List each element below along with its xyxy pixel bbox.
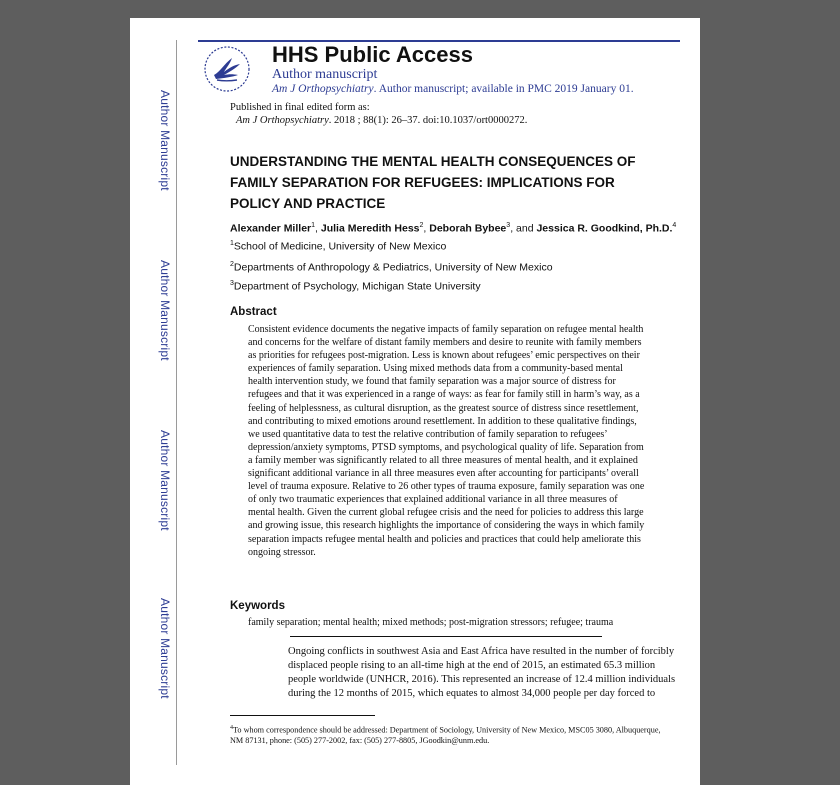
citation-journal: Am J Orthopsychiatry: [272, 83, 374, 95]
section-rule: [290, 636, 602, 637]
abstract-line: mental health. Given the current global refugee crisis and the need for policies to address this large: [248, 507, 644, 519]
affiliation-text: School of Medicine, University of New Mexico: [233, 240, 447, 253]
published-details: . 2018 ; 88(1): 26–37. doi:10.1037/ort0000272.: [328, 115, 528, 126]
abstract-line: level of trauma exposure. Relative to 26 other types of trauma exposure, family separation was one: [248, 481, 645, 493]
abstract-line: depression/anxiety symptoms, PTSD symptoms, and psychological quality of life. Separation from: [248, 441, 644, 453]
hhs-public-access-title: HHS Public Access: [272, 42, 473, 67]
abstract-line: and concerns for the welfare of distant family members and desire to reunite with family members: [248, 337, 642, 349]
footnote-line: NM 87131, phone: (505) 277-2002, fax: (505) 277-8805, JGoodkin@unm.edu.: [230, 736, 490, 746]
intro-line: people worldwide (UNHCR, 2016). This represented an increase of 12.4 million individuals: [288, 674, 676, 685]
author-separator: ,: [315, 222, 321, 235]
author-separator: , and: [510, 222, 537, 235]
published-in-block: [230, 101, 527, 127]
side-label-author-manuscript: Author Manuscript: [158, 598, 172, 699]
affiliation-text: Departments of Anthropology & Pediatrics, University of New Mexico: [233, 261, 553, 274]
article-title: UNDERSTANDING THE MENTAL HEALTH CONSEQUENCES OF FAMILY SEPARATION FOR REFUGEES: IMPLICATIONS FOR POLICY AND PRACTICE: [230, 154, 636, 211]
footnote-rule: [230, 715, 375, 716]
intro-line: displaced people rising to an all-time high at the end of 2015, an estimated 65.3 million: [288, 660, 656, 671]
abstract-line: health intervention study, we found that family separation was a major source of distress for: [248, 376, 616, 388]
affiliation-number: 2: [230, 261, 234, 268]
author-affiliation-number: 2: [419, 222, 424, 229]
abstract-line: feeling of helplessness, as cultural disruption, as the greatest source of distress since resettlement,: [248, 402, 639, 414]
keywords-list: family separation; mental health; mixed methods; post-migration stressors; refugee; trauma: [248, 617, 614, 628]
abstract-line: we used quantitative data to test the relative contribution of family separation to refugees’: [248, 428, 608, 440]
abstract-line: of only two traumatic experiences that explained additional variance in all three measures of: [248, 494, 618, 506]
affiliation: [230, 240, 446, 253]
abstract-line: and contributing to mixed emotions around resettlement. In addition to these qualitative findings,: [248, 415, 637, 427]
journal-citation: [272, 83, 634, 95]
abstract-heading: Abstract: [230, 306, 277, 318]
affiliation-number: 3: [230, 280, 234, 287]
abstract-line: Consistent evidence documents the negative impacts of family separation on refugee mental health: [248, 324, 644, 335]
affiliation-number: 1: [230, 240, 234, 247]
abstract-line: ongoing stressor.: [248, 546, 316, 558]
intro-line: Ongoing conflicts in southwest Asia and East Africa have resulted in the number of forcibly: [288, 646, 675, 657]
side-label-author-manuscript: Author Manuscript: [158, 90, 172, 191]
affiliation: [230, 261, 553, 274]
author-affiliation-number: 1: [311, 222, 316, 229]
published-citation: [230, 114, 527, 127]
side-label-author-manuscript: Author Manuscript: [158, 430, 172, 531]
affiliation-text: Department of Psychology, Michigan State University: [233, 280, 481, 293]
abstract-body: [248, 323, 678, 559]
keywords-heading: Keywords: [230, 600, 285, 612]
footnote-number: 4: [230, 725, 233, 731]
introduction-paragraph: [288, 645, 688, 701]
manuscript-page: [130, 18, 700, 785]
left-margin-rule: [176, 40, 177, 765]
abstract-line: refugees and that it was experienced in a range of ways: as fear for family still in harm’s way, as a: [248, 389, 640, 401]
author-name: Julia Meredith Hess: [320, 222, 420, 235]
author-list: [230, 222, 676, 235]
author-manuscript-label: Author manuscript: [272, 67, 378, 82]
intro-line: during the 12 months of 2015, which equates to almost 34,000 people per day forced to: [288, 688, 656, 699]
author-name: Deborah Bybee: [429, 222, 507, 235]
footnote-text: To whom correspondence should be addressed: Department of Sociology, University of New Mexico, MSC05 3080, Albuquerque,: [233, 725, 661, 735]
author-name: Alexander Miller: [230, 222, 312, 235]
footnote-line: [230, 723, 670, 736]
author-affiliation-number: 4: [672, 222, 677, 229]
hhs-eagle-logo-icon: [202, 44, 252, 94]
side-label-author-manuscript: Author Manuscript: [158, 260, 172, 361]
affiliation: [230, 280, 481, 293]
abstract-line: a family member was significantly related to all three measures of mental health, and it explained: [248, 454, 638, 466]
author-separator: ,: [423, 222, 430, 235]
abstract-line: as priorities for refugees post-migration. Less is known about refugees’ emic perspectives on their: [248, 350, 640, 362]
correspondence-footnote: [230, 723, 670, 747]
citation-availability: . Author manuscript; available in PMC 2019 January 01.: [373, 83, 634, 95]
abstract-line: and growing issue, this research highlights the importance of considering the ways in which family: [248, 520, 645, 532]
published-journal: Am J Orthopsychiatry: [236, 115, 329, 126]
author-affiliation-number: 3: [506, 222, 511, 229]
abstract-line: significant additional variance in all three measures even after accounting for participants’ overall: [248, 468, 639, 480]
abstract-line: experiences of family separation. Using mixed methods data from a community-based mental: [248, 363, 623, 375]
abstract-line: separation impacts refugee mental health and policies and practices that could help ameliorate this: [248, 533, 641, 545]
author-name: Jessica R. Goodkind, Ph.D.: [536, 222, 673, 235]
published-line: Published in final edited form as:: [230, 102, 370, 113]
